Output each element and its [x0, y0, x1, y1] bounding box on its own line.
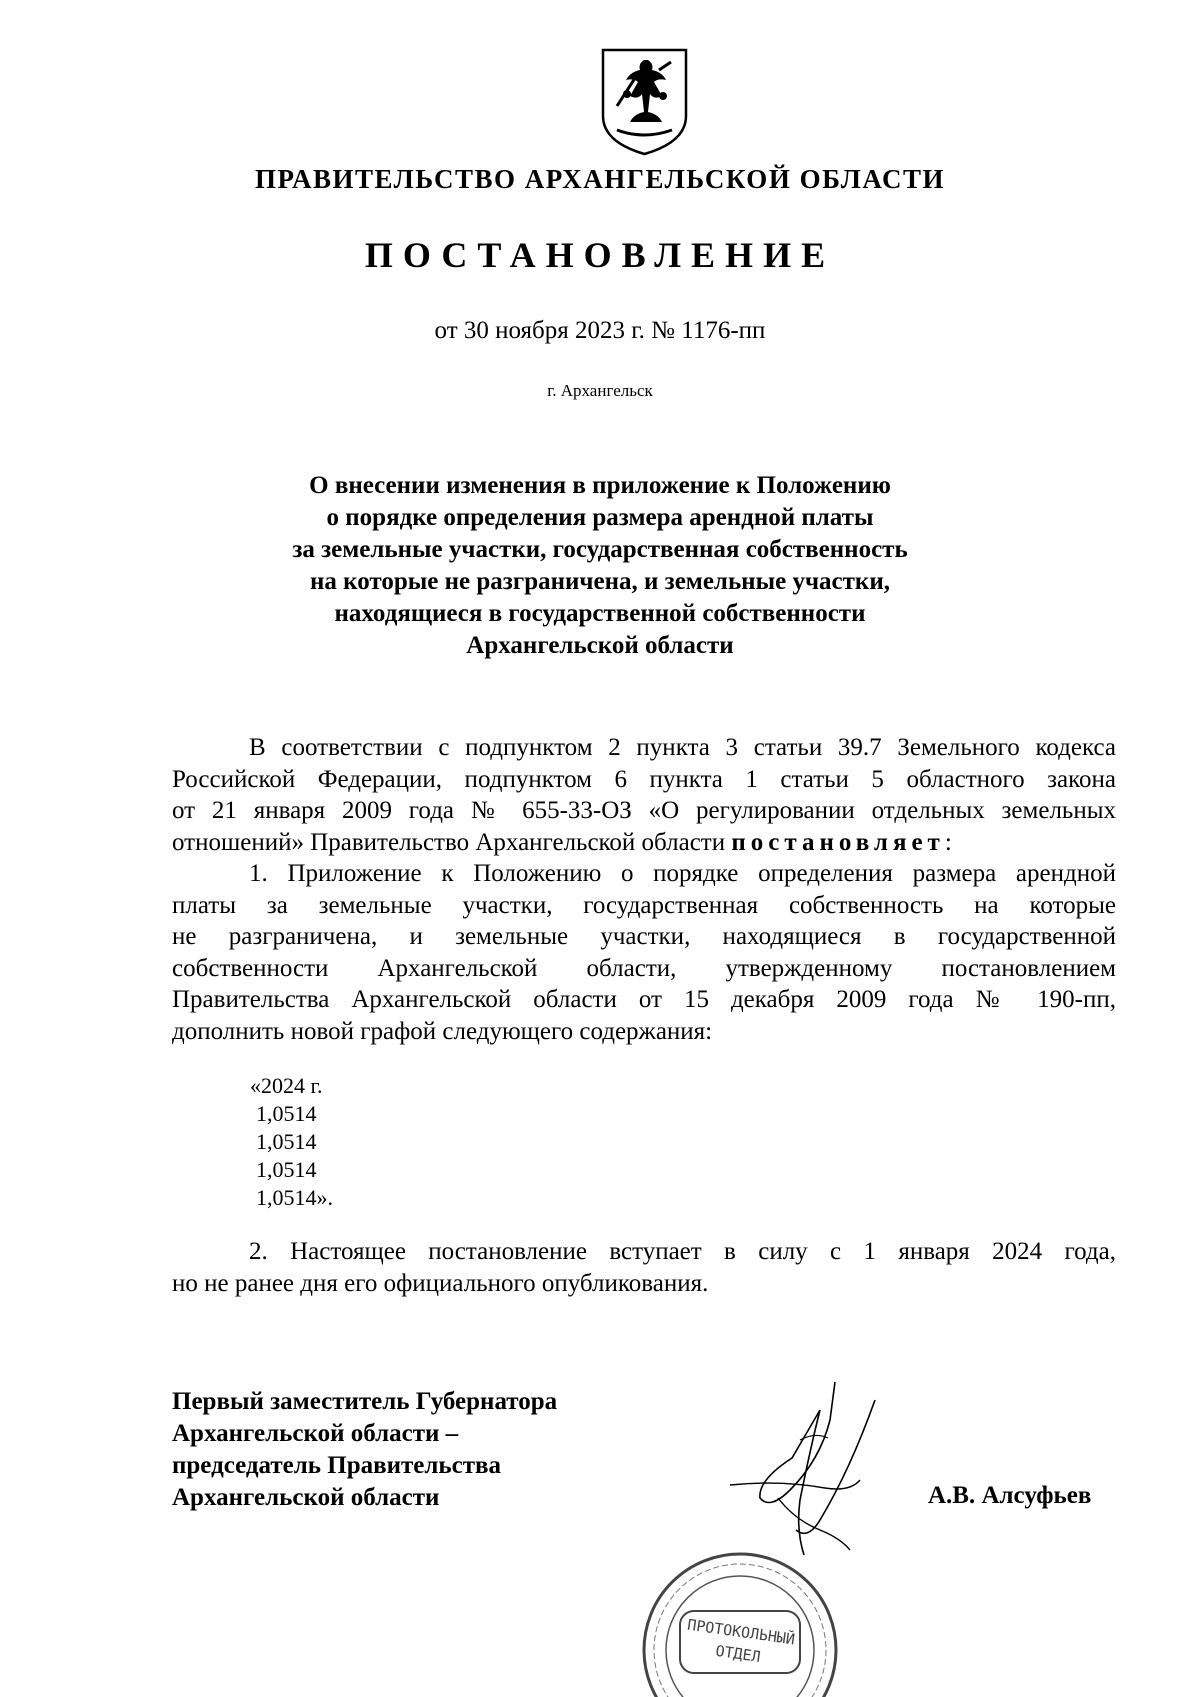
city-name: г. Архангельск	[547, 381, 653, 400]
government-title: ПРАВИТЕЛЬСТВО АРХАНГЕЛЬСКОЙ ОБЛАСТИ	[254, 164, 946, 194]
decree-word: постановляет	[731, 828, 945, 856]
paragraph-line: дополнить новой графой следующего содержания:	[172, 1017, 713, 1045]
subject-line: за земельные участки, государственная собственность	[292, 536, 908, 563]
signer-position-line: председатель Правительства	[172, 1452, 502, 1479]
paragraph-line: В соответствии с подпунктом 2 пункта 3 статьи 39.7 Земельного кодекса	[249, 734, 1116, 761]
paragraph-line: платы за земельные участки, государственная собственность на которые	[172, 891, 1116, 919]
stamp-inner-line: ПРОТОКОЛЬНЫЙ	[686, 1615, 797, 1649]
signer-name: А.В. Алсуфьев	[928, 1482, 1092, 1509]
paragraph-line: от 21 января 2009 года № 655-33-ОЗ «О регулировании отдельных земельных	[172, 797, 1116, 824]
document-subject	[0, 470, 1200, 662]
new-column-values	[250, 1072, 333, 1212]
paragraph-line: но не ранее дня его официального опубликования.	[172, 1269, 709, 1297]
signer-position-line: Архангельской области –	[172, 1420, 459, 1447]
paragraph-line: 2. Настоящее постановление вступает в силу с 1 января 2024 года,	[249, 1238, 1116, 1265]
stamp-inner-line: ОТДЕЛ	[714, 1641, 762, 1666]
item-2-paragraph	[172, 1236, 1116, 1299]
item-1-paragraph	[172, 858, 1116, 1047]
column-value: 1,0514	[256, 1157, 317, 1182]
subject-line: Архангельской области	[466, 632, 734, 659]
paragraph-line: собственности Архангельской области, утвержденному постановлением	[172, 954, 1116, 982]
coat-of-arms-emblem	[597, 46, 692, 158]
column-header: «2024 г.	[250, 1073, 323, 1098]
subject-line: на которые не разграничена, и земельные участки,	[310, 568, 890, 595]
preamble-paragraph	[172, 732, 1116, 858]
paragraph-text: :	[944, 828, 952, 856]
paragraph-line: Российской Федерации, подпунктом 6 пункта 1 статьи 5 областного закона	[172, 765, 1116, 793]
column-value: 1,0514».	[256, 1185, 333, 1210]
signer-position-line: Архангельской области	[172, 1484, 440, 1511]
paragraph-line: не разграничена, и земельные участки, находящиеся в государственной	[172, 923, 1116, 950]
subject-line: находящиеся в государственной собственности	[334, 600, 866, 627]
document-type: ПОСТАНОВЛЕНИЕ	[364, 235, 836, 275]
column-value: 1,0514	[256, 1129, 317, 1154]
date-and-number: от 30 ноября 2023 г. № 1176-пп	[434, 317, 766, 344]
signer-position	[172, 1386, 557, 1514]
subject-line: О внесении изменения в приложение к Положению	[309, 472, 891, 499]
paragraph-line: Правительства Архангельской области от 15 декабря 2009 года № 190-пп,	[172, 986, 1116, 1013]
column-value: 1,0514	[256, 1101, 317, 1126]
handwritten-signature	[700, 1380, 900, 1565]
signer-position-line: Первый заместитель Губернатора	[172, 1388, 558, 1415]
paragraph-line: 1. Приложение к Положению о порядке определения размера арендной	[249, 860, 1116, 887]
official-round-stamp	[640, 1545, 840, 1697]
paragraph-line	[172, 827, 1116, 859]
paragraph-text: отношений» Правительство Архангельской области	[172, 828, 732, 856]
subject-line: о порядке определения размера арендной платы	[326, 504, 874, 531]
